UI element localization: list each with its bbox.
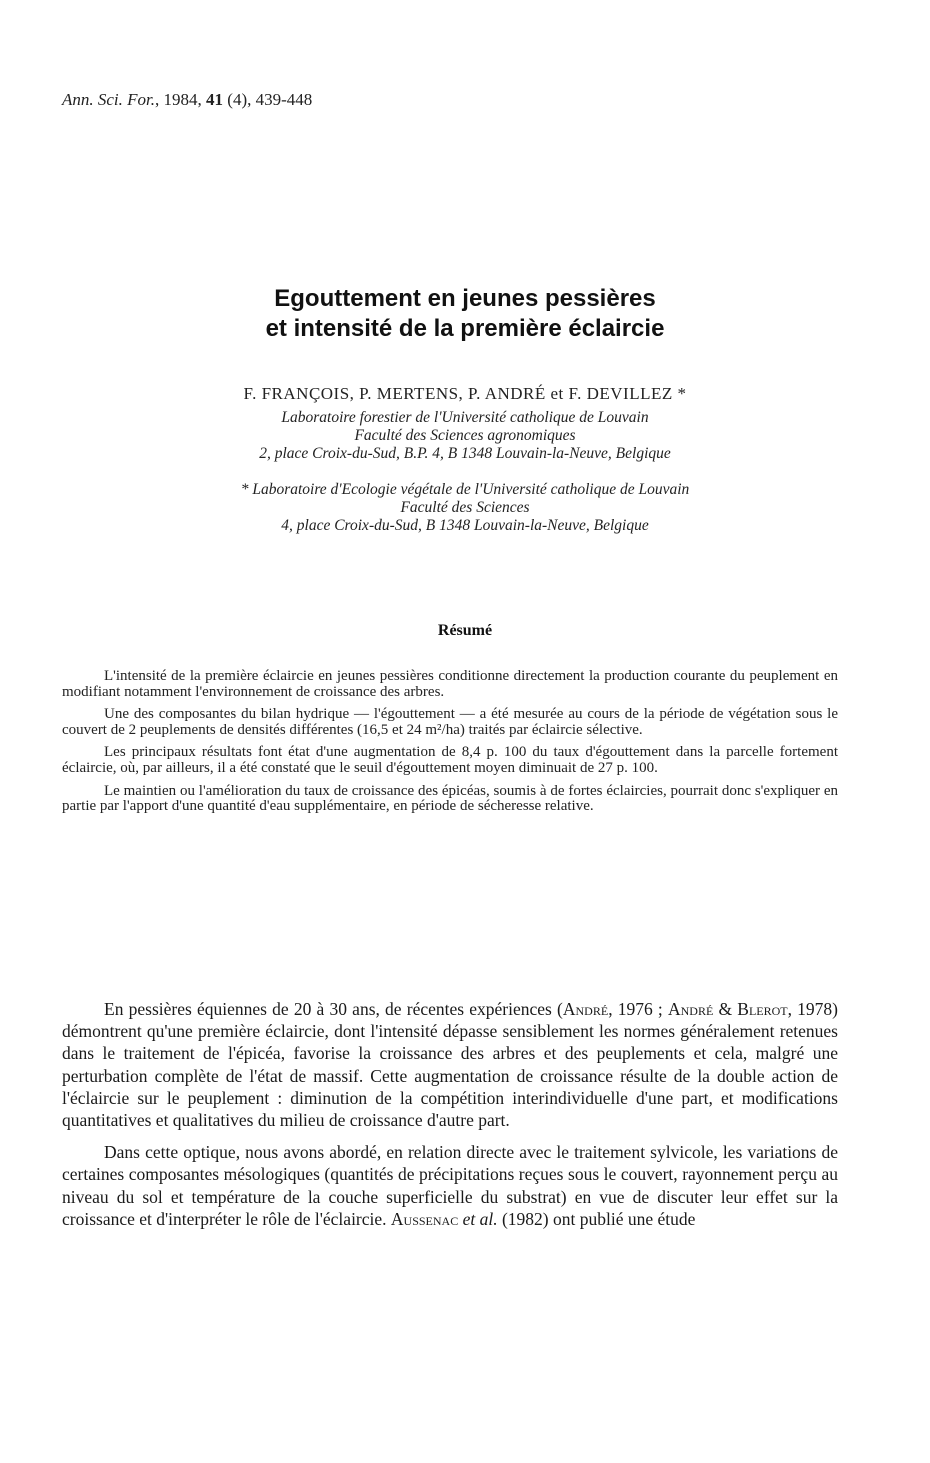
abstract-paragraph: L'intensité de la première éclaircie en jeunes pessières conditionne directement la production courante du peuplement en modifiant notamment l'environnement de croissance des arbres. (62, 668, 838, 700)
text-run: (1982) ont publié une étude (497, 1208, 696, 1229)
affiliation-line: 2, place Croix-du-Sud, B.P. 4, B 1348 Louvain-la-Neuve, Belgique (259, 445, 671, 462)
affiliation-line: Laboratoire forestier de l'Université catholique de Louvain (281, 409, 649, 426)
affiliation-line: Faculté des Sciences agronomiques (354, 427, 576, 444)
text-run: En pessières équiennes de 20 à 30 ans, de récentes expériences ( (104, 999, 563, 1019)
text-run: , 1976 ; (608, 999, 668, 1019)
citation-volume: 41 (206, 90, 224, 109)
title-line-1: Egouttement en jeunes pessières (274, 285, 656, 312)
affiliation-1 (0, 409, 930, 463)
body-paragraph-2 (62, 1141, 838, 1230)
citation-reference: André & Blerot (667, 999, 788, 1019)
body-text (62, 998, 838, 1240)
citation-reference: Aussenac (390, 1208, 459, 1229)
title-line-2: et intensité de la première éclaircie (265, 315, 665, 342)
citation-year: , 1984, (155, 90, 207, 109)
affiliation-line: Faculté des Sciences (400, 499, 530, 516)
text-run: Dans cette optique, nous avons abordé, en relation directe avec le traitement sylvicole, les variations de certaines composantes mésologiques (quantités de précipitations reçues sous le couvert, rayonnement perçu au niveau du sol et température de la couche superficielle du substrat) en vue de discuter leur effet sur la croissance et d'interpréter le rôle de l'éclaircie. (62, 1142, 838, 1229)
abstract-paragraph: Une des composantes du bilan hydrique — l'égouttement — a été mesurée au cours de la période de végétation sous le couvert de 2 peuplements de densités différentes (16,5 et 24 m²/ha) traités par éclaircie sélective. (62, 706, 838, 738)
affiliation-line: 4, place Croix-du-Sud, B 1348 Louvain-la-Neuve, Belgique (281, 517, 649, 534)
journal-citation (62, 90, 312, 110)
paper-title (0, 284, 930, 344)
citation-issue-pages: (4), 439-448 (223, 90, 313, 109)
body-paragraph-1 (62, 998, 838, 1131)
affiliation-2 (0, 481, 930, 535)
authors: F. FRANÇOIS, P. MERTENS, P. ANDRÉ et F. DEVILLEZ * (243, 384, 687, 403)
abstract-heading: Résumé (437, 622, 493, 639)
abstract-paragraph: Le maintien ou l'amélioration du taux de croissance des épicéas, soumis à de fortes éclaircies, pourrait donc s'expliquer en partie par l'apport d'une quantité d'eau supplémentaire, en période de sécheresse relative. (62, 782, 838, 815)
text-run: , 1978) démontrent qu'une première éclaircie, dont l'intensité dépasse sensiblement les normes généralement retenues dans le traitement de l'épicéa, favorise la croissance des arbres et des peuplements et cela, malgré une perturbation complète de l'état de massif. Cette augmentation de croissance résulte de la double action de l'éclaircie sur le peuplement : diminution de la compétition interindividuelle d'une part, et modifications quantitatives et qualitatives du milieu de croissance d'autre part. (62, 999, 838, 1131)
abstract (62, 669, 838, 822)
abstract-paragraph: Les principaux résultats font état d'une augmentation de 8,4 p. 100 du taux d'égouttement dans la parcelle fortement éclaircie, où, par ailleurs, il a été constaté que le seuil d'égouttement moyen diminuait de 27 p. 100. (62, 744, 838, 776)
affiliation-line: * Laboratoire d'Ecologie végétale de l'Université catholique de Louvain (240, 481, 690, 498)
journal-name: Ann. Sci. For. (62, 90, 156, 109)
citation-etal: et al. (462, 1208, 498, 1229)
citation-reference: André (562, 999, 609, 1019)
